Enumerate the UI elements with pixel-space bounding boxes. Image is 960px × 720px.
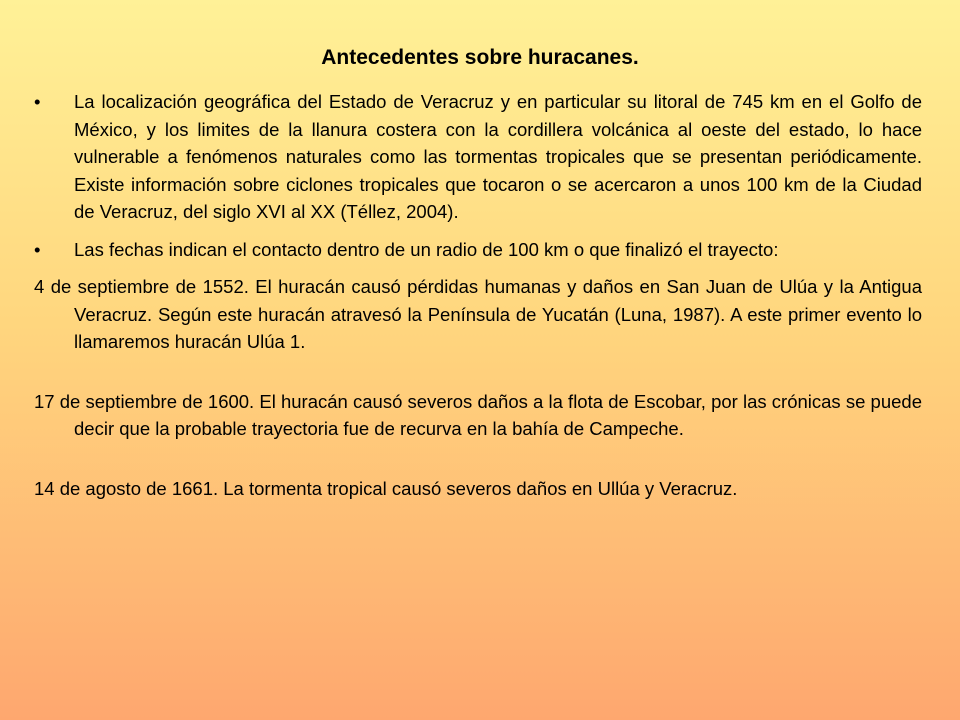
event-paragraph: 17 de septiembre de 1600. El huracán causó severos daños a la flota de Escobar, por las crónicas se puede decir que la probable trayectoria fue de recurva en la bahía de Campeche. <box>34 390 922 439</box>
event-paragraph: 14 de agosto de 1661. La tormenta tropical causó severos daños en Ullúa y Veracruz. <box>34 477 738 499</box>
slide-body <box>34 88 922 502</box>
bullet-paragraph <box>34 88 922 226</box>
bullet-dot-icon: • <box>34 238 41 260</box>
bullet-text: Las fechas indican el contacto dentro de un radio de 100 km o que finalizó el trayecto: <box>74 238 779 260</box>
slide-title: Antecedentes sobre huracanes. <box>321 46 639 69</box>
bullet-dot-icon: • <box>34 91 41 112</box>
event-paragraph: 4 de septiembre de 1552. El huracán causó pérdidas humanas y daños en San Juan de Ulúa y la Antigua Veracruz. Según este huracán atravesó la Península de Yucatán (Luna, 1987). A este primer evento lo llamaremos huracán Ulúa 1. <box>34 276 922 352</box>
bullet-text: La localización geográfica del Estado de Veracruz y en particular su litoral de 745 km en el Golfo de México, y los limites de la llanura costera con la cordillera volcánica al oeste del estado, lo hace vulnerable a fenómenos naturales como las tormentas tropicales que se presentan periódicamente. Existe información sobre ciclones tropicales que tocaron o se acercaron a unos 100 km de la Ciudad de Veracruz, del siglo XVI al XX (Téllez, 2004). <box>74 91 922 222</box>
bullet-paragraph <box>34 236 922 264</box>
